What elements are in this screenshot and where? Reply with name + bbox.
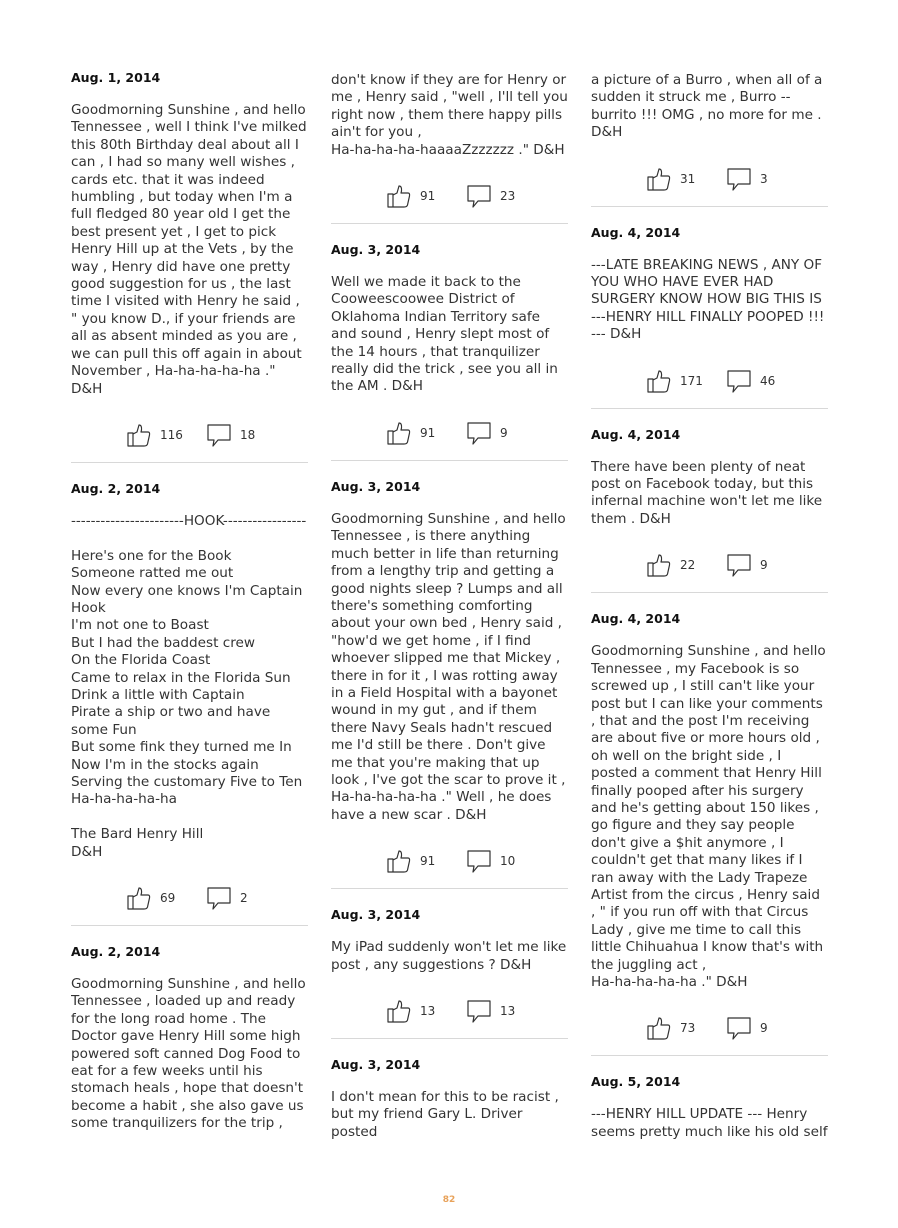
post xyxy=(591,225,828,409)
post-stats xyxy=(331,418,568,448)
post-stats xyxy=(591,164,828,194)
speech-bubble-icon[interactable] xyxy=(726,368,752,394)
post-stats xyxy=(71,420,308,450)
comment-count: 9 xyxy=(760,1021,768,1036)
column-1 xyxy=(71,70,308,1160)
divider xyxy=(331,223,568,224)
like-stat[interactable] xyxy=(646,368,726,394)
post-date: Aug. 3, 2014 xyxy=(331,478,421,494)
divider xyxy=(71,925,308,926)
post-date: Aug. 3, 2014 xyxy=(331,907,421,923)
post-continuation xyxy=(591,72,828,207)
post-stats xyxy=(331,181,568,211)
comment-stat[interactable] xyxy=(466,420,546,446)
comment-count: 9 xyxy=(500,425,508,440)
post xyxy=(331,242,568,461)
like-count: 13 xyxy=(420,1004,436,1018)
post-text: Goodmorning Sunshine , and hello Tennessee , loaded up and ready for the long road home . The Doctor gave Henry Hill some high powered soft canned Dog Food to eat for a few weeks until his stomach heals , hope that doesn't become a habit , she also gave us some tranquilizers for the trip , xyxy=(71,976,306,1132)
post xyxy=(331,1057,568,1141)
post-text: There have been plenty of neat post on Facebook today, but this infernal machine won't let me like them . D&H xyxy=(591,458,823,527)
post-text: Well we made it back to the Cooweescoowee District of Oklahoma Indian Territory safe and sound , Henry slept most of the 14 hours , that tranquilizer really did the trick , see you all in the AM . D&H xyxy=(331,274,558,395)
post xyxy=(71,70,308,463)
comment-count: 18 xyxy=(240,427,256,442)
post-stats xyxy=(591,366,828,396)
thumbs-up-icon[interactable] xyxy=(386,183,412,209)
post xyxy=(591,611,828,1056)
comment-stat[interactable] xyxy=(206,885,286,911)
like-count: 73 xyxy=(680,1021,696,1036)
post-text: ---LATE BREAKING NEWS , ANY OF YOU WHO HAVE EVER HAD SURGERY KNOW HOW BIG THIS IS ---HENRY HILL FINALLY POOPED !!! --- D&H xyxy=(591,256,825,343)
thumbs-up-icon[interactable] xyxy=(646,1015,672,1041)
like-count: 31 xyxy=(680,171,696,186)
speech-bubble-icon[interactable] xyxy=(726,552,752,578)
post-text: ---HENRY HILL UPDATE --- Henry seems pretty much like his old self xyxy=(591,1106,828,1140)
thumbs-up-icon[interactable] xyxy=(646,552,672,578)
like-stat[interactable] xyxy=(386,420,466,446)
comment-stat[interactable] xyxy=(466,998,546,1024)
post-text: Goodmorning Sunshine , and hello Tennessee , is there anything much better in life than returning from a lengthy trip and getting a good nights sleep ? Lumps and all there's something comforting about your own bed , Henry said , "how'd we get home , if I find whoever slipped me that Mickey , there in for it , I was rotting away in a Field Hospital with a bayonet wound in my gut , and if them there Navy Seals hadn't rescued me I'd still be there . Don't give me that you're making that up look , I've got the scar to prove it , Ha-ha-ha-ha-ha ." Well , he does have a new scar . D&H xyxy=(331,510,566,823)
post-date: Aug. 2, 2014 xyxy=(71,944,161,960)
post-text: I don't mean for this to be racist , but my friend Gary L. Driver posted xyxy=(331,1089,559,1140)
comment-stat[interactable] xyxy=(206,422,286,448)
comment-count: 3 xyxy=(760,171,768,186)
speech-bubble-icon[interactable] xyxy=(466,420,492,446)
comment-stat[interactable] xyxy=(726,368,806,394)
post-date: Aug. 3, 2014 xyxy=(331,1057,421,1072)
like-stat[interactable] xyxy=(126,885,206,911)
column-3 xyxy=(591,70,828,1160)
thumbs-up-icon[interactable] xyxy=(386,420,412,446)
thumbs-up-icon[interactable] xyxy=(646,368,672,394)
speech-bubble-icon[interactable] xyxy=(206,422,232,448)
like-count: 69 xyxy=(160,891,176,906)
comment-count: 13 xyxy=(500,1004,516,1018)
thumbs-up-icon[interactable] xyxy=(646,166,672,192)
like-stat[interactable] xyxy=(386,998,466,1024)
comment-stat[interactable] xyxy=(466,848,546,874)
post xyxy=(591,1074,828,1141)
post-text: don't know if they are for Henry or me , Henry said , "well , I'll tell you right now , them there happy pills ain't for you , Ha-ha-ha-ha-haaaaZzzzzzz ." D&H xyxy=(331,72,568,158)
post-text: Goodmorning Sunshine , and hello Tennessee , well I think I've milked this 80th Birthday deal about all I can , I had so many well wishes , cards etc. that it was indeed humbling , but today when I'm a full fledged 80 year old I get the best present yet , I get to pick Henry Hill up at the Vets , by the way , Henry did have one pretty good suggestion for us , the last time I visited with Henry he said , " you know D., if your friends are all as absent minded as you are , we can pull this off again in about November , Ha-ha-ha-ha-ha ." D&H xyxy=(71,102,307,397)
post xyxy=(591,427,828,594)
like-count: 22 xyxy=(680,558,696,573)
comment-count: 9 xyxy=(760,558,768,573)
like-stat[interactable] xyxy=(646,552,726,578)
comment-stat[interactable] xyxy=(466,183,546,209)
speech-bubble-icon[interactable] xyxy=(726,1015,752,1041)
like-count: 116 xyxy=(160,427,183,442)
post-stats xyxy=(71,883,308,913)
divider xyxy=(591,1055,828,1056)
post-stats xyxy=(331,846,568,876)
thumbs-up-icon[interactable] xyxy=(126,422,152,448)
divider xyxy=(331,888,568,889)
post xyxy=(331,479,568,889)
comment-stat[interactable] xyxy=(726,166,806,192)
thumbs-up-icon[interactable] xyxy=(126,885,152,911)
like-count: 91 xyxy=(420,425,436,440)
post-continuation xyxy=(331,72,568,224)
post-stats xyxy=(591,550,828,580)
page-number: 82 xyxy=(442,1195,456,1205)
post-date: Aug. 2, 2014 xyxy=(71,480,161,496)
divider xyxy=(71,462,308,463)
post-date: Aug. 4, 2014 xyxy=(591,426,681,442)
comment-count: 23 xyxy=(500,189,516,204)
like-count: 91 xyxy=(420,189,436,204)
comment-count: 46 xyxy=(760,373,776,388)
post-stats xyxy=(591,1013,828,1043)
like-stat[interactable] xyxy=(646,166,726,192)
comment-stat[interactable] xyxy=(726,552,806,578)
comment-count: 2 xyxy=(240,891,248,906)
post-text: -----------------------HOOK----------------- Here's one for the Book Someone ratted me out Now every one knows I'm Captain Hook I'm not one to Boast But I had the baddest crew On the Florida Coast Came to relax in the Florida Sun Drink a little with Captain Pirate a ship or two and have some Fun But some fink they turned me In Now I'm in the stocks again Serving the customary Five to Ten Ha-ha-ha-ha-ha The Bard Henry Hill D&H xyxy=(71,512,307,860)
like-stat[interactable] xyxy=(386,183,466,209)
column-2 xyxy=(331,70,568,1160)
post-date: Aug. 3, 2014 xyxy=(331,242,421,258)
speech-bubble-icon[interactable] xyxy=(466,998,492,1024)
post xyxy=(331,907,568,1039)
thumbs-up-icon[interactable] xyxy=(386,998,412,1024)
speech-bubble-icon[interactable] xyxy=(466,183,492,209)
post-date: Aug. 4, 2014 xyxy=(591,611,681,627)
divider xyxy=(591,206,828,207)
like-count: 171 xyxy=(680,373,703,388)
post-date: Aug. 1, 2014 xyxy=(71,70,161,85)
speech-bubble-icon[interactable] xyxy=(206,885,232,911)
post-text: Goodmorning Sunshine , and hello Tennessee , my Facebook is so screwed up , I still can't like your post but I can like your comments , that and the post I'm receiving are about five or more hours old , oh well on the bright side , I posted a comment that Henry Hill finally pooped after his surgery and he's getting about 150 likes , go figure and they say people don't give a $hit anymore , I couldn't get that many likes if I ran away with the Lady Trapeze Artist from the circus , Henry said , " if you run off with that Circus Lady , give me time to call this little Chihuahua I know that's with the juggling act , Ha-ha-ha-ha-ha ." D&H xyxy=(591,643,826,990)
post xyxy=(71,481,308,926)
like-count: 91 xyxy=(420,854,436,869)
divider xyxy=(591,592,828,593)
speech-bubble-icon[interactable] xyxy=(726,166,752,192)
post-date: Aug. 5, 2014 xyxy=(591,1074,681,1090)
divider xyxy=(331,1038,568,1039)
like-stat[interactable] xyxy=(126,422,206,448)
speech-bubble-icon[interactable] xyxy=(466,848,492,874)
post xyxy=(71,944,308,1133)
post-text: a picture of a Burro , when all of a sudden it struck me , Burro -- burrito !!! OMG , no more for me . D&H xyxy=(591,72,823,141)
like-stat[interactable] xyxy=(386,848,466,874)
divider xyxy=(331,460,568,461)
divider xyxy=(591,408,828,409)
post-text: My iPad suddenly won't let me like post , any suggestions ? D&H xyxy=(331,939,567,973)
post-date: Aug. 4, 2014 xyxy=(591,224,681,240)
comment-stat[interactable] xyxy=(726,1015,806,1041)
post-stats xyxy=(331,996,568,1026)
thumbs-up-icon[interactable] xyxy=(386,848,412,874)
comment-count: 10 xyxy=(500,854,516,869)
like-stat[interactable] xyxy=(646,1015,726,1041)
